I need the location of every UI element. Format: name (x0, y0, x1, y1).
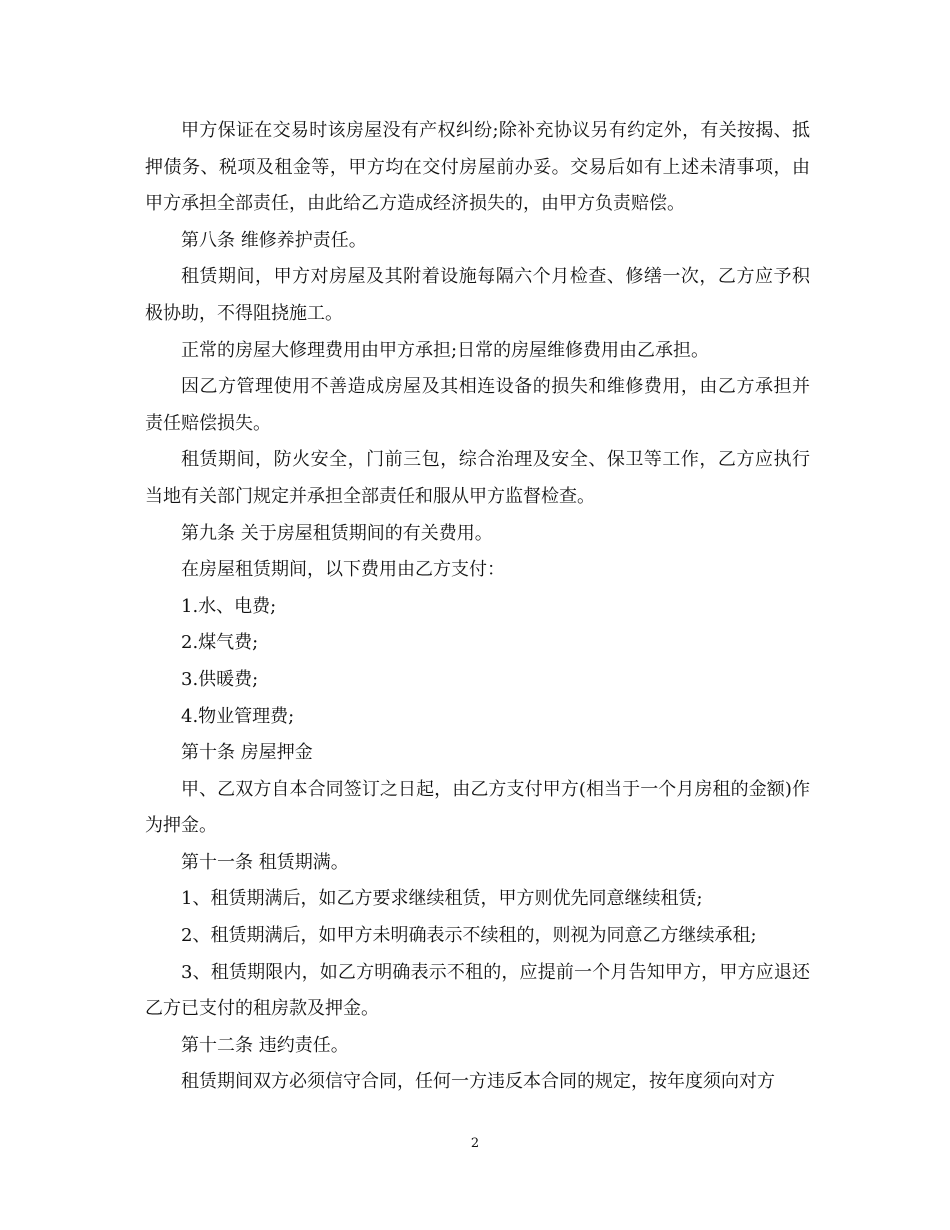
section-heading-article-8: 第八条 维修养护责任。 (181, 229, 367, 251)
document-body (145, 113, 810, 1101)
paragraph: 因乙方管理使用不善造成房屋及其相连设备的损失和维修费用，由乙方承担并责任赔偿损失。 (145, 376, 810, 434)
page-number: 2 (470, 1136, 480, 1151)
paragraph: 甲、乙双方自本合同签订之日起，由乙方支付甲方(相当于一个月房租的金额)作为押金。 (145, 778, 810, 837)
paragraph: 在房屋租赁期间，以下费用由乙方支付： (181, 559, 505, 581)
paragraph: 租赁期间双方必须信守合同，任何一方违反本合同的规定，按年度须向对方 (181, 1071, 775, 1093)
list-item: 3.供暖费; (181, 668, 259, 690)
list-item: 1、租赁期满后，如乙方要求继续租赁，甲方则优先同意继续租赁; (181, 888, 703, 910)
section-heading-article-9: 第九条 关于房屋租赁期间的有关费用。 (181, 522, 493, 544)
list-item: 2.煤气费; (181, 632, 259, 654)
list-item: 2、租赁期满后，如甲方未明确表示不续租的，则视为同意乙方继续承租; (181, 925, 757, 947)
section-heading-article-12: 第十二条 违约责任。 (181, 1034, 349, 1056)
section-heading-article-10: 第十条 房屋押金 (181, 742, 313, 764)
paragraph: 正常的房屋大修理费用由甲方承担;日常的房屋维修费用由乙承担。 (181, 339, 710, 361)
section-heading-article-11: 第十一条 租赁期满。 (181, 851, 349, 873)
list-item: 4.物业管理费; (181, 705, 295, 727)
paragraph: 租赁期间，防火安全，门前三包，综合治理及安全、保卫等工作，乙方应执行当地有关部门规定并承担全部责任和服从甲方监督检查。 (145, 449, 810, 507)
list-item: 1.水、电费; (181, 595, 277, 617)
list-item: 3、租赁期限内，如乙方明确表示不租的，应提前一个月告知甲方，甲方应退还乙方已支付的租房款及押金。 (145, 961, 810, 1020)
paragraph: 租赁期间，甲方对房屋及其附着设施每隔六个月检查、修缮一次，乙方应予积极协助，不得阻挠施工。 (145, 266, 810, 324)
paragraph: 甲方保证在交易时该房屋没有产权纠纷;除补充协议另有约定外，有关按揭、抵押债务、税项及租金等，甲方均在交付房屋前办妥。交易后如有上述未清事项，由甲方承担全部责任，由此给乙方造成经济损失的，由甲方负责赔偿。 (145, 120, 810, 215)
